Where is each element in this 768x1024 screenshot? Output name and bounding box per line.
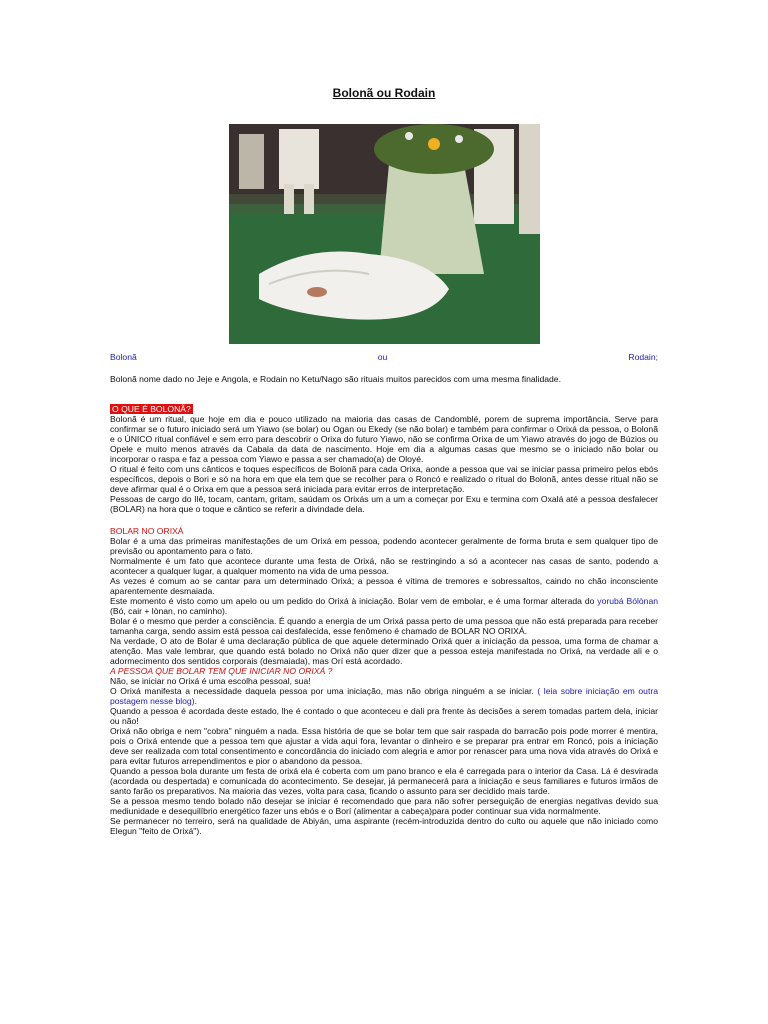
- triad-left: Bolonã: [110, 352, 137, 362]
- paragraph-text: Este momento é visto como um apelo ou um pedido do Orixá à iniciação. Bolar vem de embolar, e é uma formar alterada do: [110, 596, 598, 606]
- paragraph-text: O Orixá manifesta a necessidade daquela pessoa por uma iniciação, mas não obriga ninguém a se iniciar.: [110, 686, 538, 696]
- triad-right: Rodain;: [628, 352, 658, 362]
- ritual-photo: [229, 124, 540, 344]
- initiation-post-link[interactable]: ( leia sobre iniciação em outra postagem nesse blog): [110, 686, 658, 706]
- ritual-photo-illustration: [229, 124, 540, 344]
- paragraph: Normalmente é um fato que acontece durante uma festa de Orixá, não se restringindo a só a acontecer nas casas de santo, podendo a acontecer a qualquer lugar, a qualquer momento na vida de uma pessoa.: [110, 556, 658, 576]
- paragraph: Pessoas de cargo do Ilê, tocam, cantam, gritam, saúdam os Orixás um a um a começar por Exu e termina com Oxalá até a pessoa desfalecer (BOLAR) na hora que o toque e cântico se referir a divindade dela.: [110, 494, 658, 514]
- intro-paragraph: Bolonã nome dado no Jeje e Angola, e Rodain no Ketu/Nago são rituais muitos parecidos com uma mesma finalidade.: [110, 374, 561, 384]
- triad-mid: ou: [377, 352, 388, 362]
- paragraph: Na verdade, O ato de Bolar é uma declaração pública de que aquele determinado Orixá quer a iniciação da pessoa, uma forma de chamar a atenção. Mas vale lembrar, que quando está bolado no Orixá não quer dizer que a pessoa esteja manifestada no Orixá, na verdade ali e o adormecimento dos sentidos corporais (desmaiada), mas Orí está acordado.: [110, 636, 658, 666]
- paragraph: [110, 686, 658, 706]
- article-body: [110, 352, 658, 836]
- paragraph-text: (Bó, cair + lònan, no caminho).: [110, 606, 228, 616]
- paragraph: Bolar é a uma das primeiras manifestações de um Orixá em pessoa, podendo acontecer geralmente de forma bruta e sem qualquer tipo de previsão ou apontamento para o fato.: [110, 536, 658, 556]
- highlight-heading: O QUE É BOLONÃ?: [112, 404, 191, 414]
- page-title: Bolonã ou Rodain: [332, 86, 436, 100]
- paragraph: Quando a pessoa é acordada deste estado, lhe é contado o que aconteceu e dali pra frente às decisões a serem tomadas partem dela, iniciar ou não!: [110, 706, 658, 726]
- paragraph: Bolonã é um ritual, que hoje em dia e pouco utilizado na maioria das casas de Candomblé, porem de suprema importância. Serve para confirmar se o futuro iniciado será um Yiawo (se bolar) ou Ogan ou Ekedy (se não bolar) e também para confirmar o Orixá da pessoa, o Bolonã e o ÚNICO ritual confiável e sem erro para descobrir o Orixa do futuro Yiawo, não se confirma Orixa de um Yiawo através do jogo de Búzios ou Opele e muito menos através da Cabala da data de nascimento. Hoje em dia a algumas casas que mesmo se o iniciado não bolar ou incorporar o raspa e faz a pessoa com Yiawo e passa a ser chamado(a) de Oloyé.: [110, 414, 658, 464]
- section-question-heading: A PESSOA QUE BOLAR TEM QUE INICIAR NO ORIXÁ ?: [110, 666, 333, 676]
- paragraph: Orixá não obriga e nem "cobra" ninguém a nada. Essa história de que se bolar tem que sair raspada do barracão pois pode morrer é mentira, pois o Orixá entende que a pessoa tem que ajustar a vida aqui fora, levantar o dinheiro e se preparar pra entrar em Roncó, pois a iniciação deve ser realizada com total consentimento e concordância do iniciado com alegria e amor por renascer para uma nova vida através do Orixá e para evitar futuros arrependimentos e pior o abandono da pessoa.: [110, 726, 658, 766]
- paragraph: [110, 596, 658, 616]
- paragraph: As vezes é comum ao se cantar para um determinado Orixá; a pessoa é vítima de tremores e sobressaltos, caindo no chão inconsciente aparentemente desmaiada.: [110, 576, 658, 596]
- paragraph: Se a pessoa mesmo tendo bolado não desejar se iniciar é recomendado que para não sofrer perseguição de energias negativas devido sua mediunidade e desequilíbrio energético fazer uns ebós e o Borí (alimentar a cabeça)para poder continuar sua vida normalmente.: [110, 796, 658, 816]
- paragraph: Quando a pessoa bola durante um festa de orixá ela é coberta com um pano branco e ela é carregada para o interior da Casa. Lá é desvirada (acordada ou despertada) e comunicada do acontecimento. Se desejar, já permanecerá para a iniciação e seus familiares e futuros irmãos de santo farão os preparativos. Na maioria das vezes, volta para casa, ficando o assunto para ser decidido mais tarde.: [110, 766, 658, 796]
- paragraph: O ritual é feito com uns cânticos e toques específicos de Bolonã para cada Orixa, aonde a pessoa que vai se iniciar passa primeiro pelos ebós específicos, depois o Bori e só na hora em que ela tem que se recolher para o Roncó e realizado o ritual do Bolonã, antes desse ritual não se deve afirmar qual é o Orixa em que a pessoa será iniciada para evitar erros de interpretação.: [110, 464, 658, 494]
- paragraph: Se permanecer no terreiro, será na qualidade de Abiyán, uma aspirante (recém-introduzida dentro do culto ou aquele que não iniciado como Elegun "feito de Orixá").: [110, 816, 658, 836]
- paragraph: Bolar é o mesmo que perder a consciência. É quando a energia de um Orixá passa perto de uma pessoa que não está preparada para receber tamanha carga, sendo assim está pessoa cai desfalecida, esse fenômeno é chamado de BOLAR NO ORIXÁ.: [110, 616, 658, 636]
- section-what-heading: [110, 404, 658, 414]
- section-bolar-heading: BOLAR NO ORIXÁ: [110, 526, 184, 536]
- yoruba-link[interactable]: yorubá Bólònan: [597, 596, 658, 606]
- title-line: [110, 352, 658, 362]
- paragraph-text: .: [194, 696, 197, 706]
- paragraph: Não, se iniciar no Orixá é uma escolha pessoal, sua!: [110, 676, 311, 686]
